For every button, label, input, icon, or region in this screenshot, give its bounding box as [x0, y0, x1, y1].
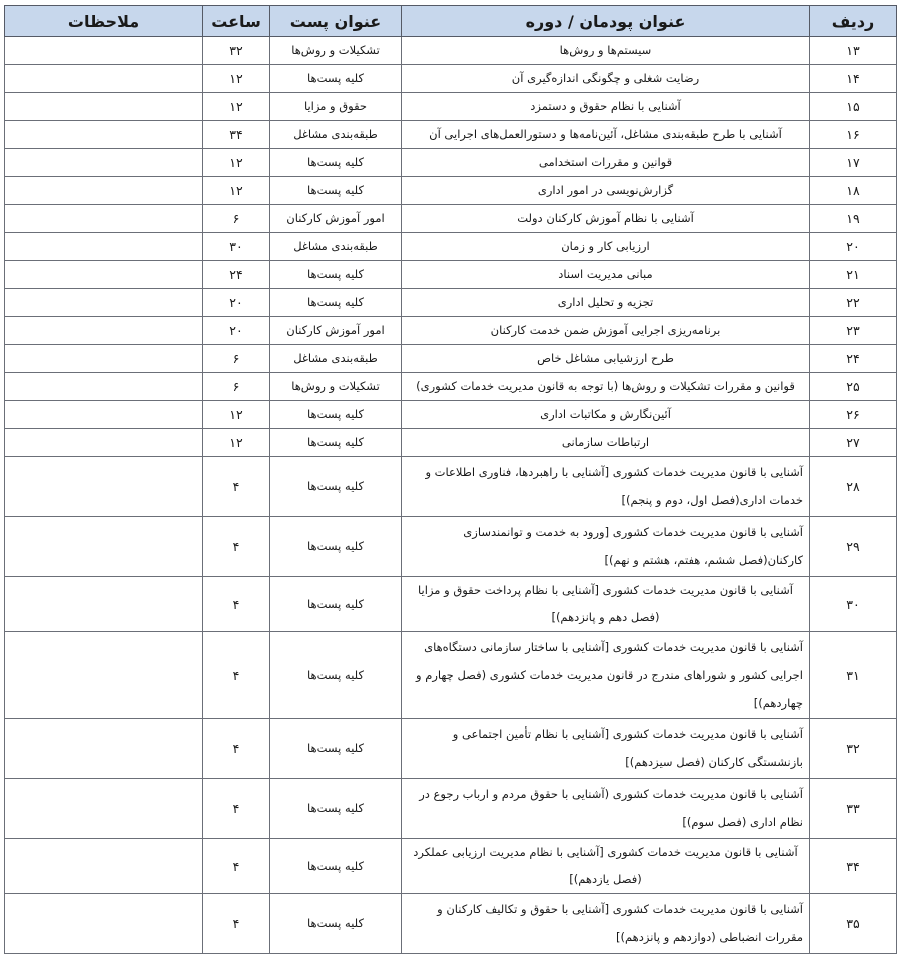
course-table	[4, 5, 897, 954]
row-number-cell: ۲۷	[810, 429, 897, 457]
header-job-title: عنوان پست	[270, 6, 402, 37]
hours-cell: ۲۴	[203, 261, 270, 289]
hours-cell: ۴	[203, 894, 270, 954]
row-number-cell: ۱۵	[810, 93, 897, 121]
header-hours: ساعت	[203, 6, 270, 37]
hours-cell: ۱۲	[203, 429, 270, 457]
job-title-cell: کلیه پست‌ها	[270, 517, 402, 577]
job-title-cell: تشکیلات و روش‌ها	[270, 373, 402, 401]
notes-cell	[5, 205, 203, 233]
course-title-cell: ارتباطات سازمانی	[402, 429, 810, 457]
course-title-cell: آئین‌نگارش و مکاتبات اداری	[402, 401, 810, 429]
course-title-cell: آشنایی با قانون مدیریت خدمات کشوری [آشنایی با راهبردها، فناوری اطلاعات و خدمات اداری(فصل اول، دوم و پنجم)]	[402, 457, 810, 517]
course-title-cell: مبانی مدیریت اسناد	[402, 261, 810, 289]
notes-cell	[5, 401, 203, 429]
hours-cell: ۴	[203, 839, 270, 894]
course-title-cell: آشنایی با طرح طبقه‌بندی مشاغل، آئین‌نامه‌ها و دستورالعمل‌های اجرایی آن	[402, 121, 810, 149]
row-number-cell: ۳۱	[810, 632, 897, 719]
course-title-cell: تجزیه و تحلیل اداری	[402, 289, 810, 317]
job-title-cell: کلیه پست‌ها	[270, 457, 402, 517]
row-number-cell: ۱۹	[810, 205, 897, 233]
table-row	[5, 577, 897, 632]
row-number-cell: ۳۵	[810, 894, 897, 954]
course-title-cell: برنامه‌ریزی اجرایی آموزش ضمن خدمت کارکنان	[402, 317, 810, 345]
course-title-cell: رضایت شغلی و چگونگی اندازه‌گیری آن	[402, 65, 810, 93]
job-title-cell: حقوق و مزایا	[270, 93, 402, 121]
table-row	[5, 121, 897, 149]
table-row	[5, 261, 897, 289]
row-number-cell: ۱۸	[810, 177, 897, 205]
hours-cell: ۴	[203, 779, 270, 839]
row-number-cell: ۲۳	[810, 317, 897, 345]
hours-cell: ۴	[203, 577, 270, 632]
header-notes: ملاحظات	[5, 6, 203, 37]
job-title-cell: طبقه‌بندی مشاغل	[270, 345, 402, 373]
header-course-title: عنوان پودمان / دوره	[402, 6, 810, 37]
hours-cell: ۴	[203, 719, 270, 779]
job-title-cell: کلیه پست‌ها	[270, 261, 402, 289]
job-title-cell: کلیه پست‌ها	[270, 894, 402, 954]
job-title-cell: کلیه پست‌ها	[270, 719, 402, 779]
row-number-cell: ۲۰	[810, 233, 897, 261]
course-title-cell: آشنایی با قانون مدیریت خدمات کشوری [ورود به خدمت و توانمندسازی کارکنان(فصل ششم، هفتم، هشتم و نهم)]	[402, 517, 810, 577]
job-title-cell: کلیه پست‌ها	[270, 839, 402, 894]
course-title-cell: آشنایی با قانون مدیریت خدمات کشوری [آشنایی با حقوق و تکالیف کارکنان و مقررات انضباطی (دوازدهم و پانزدهم)]	[402, 894, 810, 954]
hours-cell: ۶	[203, 205, 270, 233]
course-table-sheet	[4, 5, 896, 954]
course-title-cell: قوانین و مقررات تشکیلات و روش‌ها (با توجه به قانون مدیریت خدمات کشوری)	[402, 373, 810, 401]
course-title-cell: آشنایی با نظام حقوق و دستمزد	[402, 93, 810, 121]
notes-cell	[5, 577, 203, 632]
course-title-cell: آشنایی با قانون مدیریت خدمات کشوری [آشنایی با نظام پرداخت حقوق و مزایا (فصل دهم و پانزدهم)]	[402, 577, 810, 632]
course-title-cell: آشنایی با قانون مدیریت خدمات کشوری (آشنایی با حقوق مردم و ارباب رجوع در نظام اداری (فصل سوم)]	[402, 779, 810, 839]
job-title-cell: طبقه‌بندی مشاغل	[270, 121, 402, 149]
row-number-cell: ۱۴	[810, 65, 897, 93]
job-title-cell: امور آموزش کارکنان	[270, 205, 402, 233]
notes-cell	[5, 261, 203, 289]
notes-cell	[5, 177, 203, 205]
job-title-cell: کلیه پست‌ها	[270, 401, 402, 429]
course-title-cell: آشنایی با قانون مدیریت خدمات کشوری [آشنایی با نظام تأمین اجتماعی و بازنشستگی کارکنان (فصل سیزدهم)]	[402, 719, 810, 779]
notes-cell	[5, 121, 203, 149]
hours-cell: ۶	[203, 345, 270, 373]
job-title-cell: کلیه پست‌ها	[270, 65, 402, 93]
table-row	[5, 401, 897, 429]
job-title-cell: کلیه پست‌ها	[270, 289, 402, 317]
job-title-cell: کلیه پست‌ها	[270, 632, 402, 719]
notes-cell	[5, 719, 203, 779]
course-title-cell: طرح ارزشیابی مشاغل خاص	[402, 345, 810, 373]
course-title-cell: آشنایی با قانون مدیریت خدمات کشوری [آشنایی با نظام مدیریت ارزیابی عملکرد (فصل یازدهم)]	[402, 839, 810, 894]
table-header	[5, 6, 897, 37]
job-title-cell: کلیه پست‌ها	[270, 177, 402, 205]
notes-cell	[5, 457, 203, 517]
table-row	[5, 233, 897, 261]
notes-cell	[5, 37, 203, 65]
job-title-cell: تشکیلات و روش‌ها	[270, 37, 402, 65]
course-title-cell: آشنایی با نظام آموزش کارکنان دولت	[402, 205, 810, 233]
row-number-cell: ۳۴	[810, 839, 897, 894]
table-row	[5, 632, 897, 719]
job-title-cell: کلیه پست‌ها	[270, 779, 402, 839]
row-number-cell: ۲۶	[810, 401, 897, 429]
job-title-cell: امور آموزش کارکنان	[270, 317, 402, 345]
notes-cell	[5, 233, 203, 261]
hours-cell: ۱۲	[203, 149, 270, 177]
job-title-cell: طبقه‌بندی مشاغل	[270, 233, 402, 261]
notes-cell	[5, 839, 203, 894]
job-title-cell: کلیه پست‌ها	[270, 577, 402, 632]
row-number-cell: ۱۳	[810, 37, 897, 65]
table-row	[5, 429, 897, 457]
notes-cell	[5, 517, 203, 577]
course-title-cell: آشنایی با قانون مدیریت خدمات کشوری [آشنایی با ساختار سازمانی دستگاه‌های اجرایی کشور و شوراهای مندرج در قانون مدیریت خدمات کشوری (فصل چهارم و چهاردهم)]	[402, 632, 810, 719]
table-row	[5, 779, 897, 839]
row-number-cell: ۳۰	[810, 577, 897, 632]
table-row	[5, 517, 897, 577]
notes-cell	[5, 93, 203, 121]
table-row	[5, 149, 897, 177]
table-row	[5, 373, 897, 401]
hours-cell: ۲۰	[203, 317, 270, 345]
job-title-cell: کلیه پست‌ها	[270, 149, 402, 177]
notes-cell	[5, 65, 203, 93]
job-title-cell: کلیه پست‌ها	[270, 429, 402, 457]
table-body	[5, 37, 897, 954]
notes-cell	[5, 149, 203, 177]
course-title-cell: ارزیابی کار و زمان	[402, 233, 810, 261]
hours-cell: ۱۲	[203, 93, 270, 121]
table-row	[5, 839, 897, 894]
notes-cell	[5, 894, 203, 954]
hours-cell: ۳۰	[203, 233, 270, 261]
course-title-cell: سیستم‌ها و روش‌ها	[402, 37, 810, 65]
header-row	[5, 6, 897, 37]
table-row	[5, 457, 897, 517]
notes-cell	[5, 632, 203, 719]
notes-cell	[5, 345, 203, 373]
hours-cell: ۴	[203, 457, 270, 517]
hours-cell: ۱۲	[203, 177, 270, 205]
table-row	[5, 93, 897, 121]
row-number-cell: ۲۸	[810, 457, 897, 517]
hours-cell: ۳۴	[203, 121, 270, 149]
hours-cell: ۱۲	[203, 401, 270, 429]
course-title-cell: قوانین و مقررات استخدامی	[402, 149, 810, 177]
table-row	[5, 205, 897, 233]
hours-cell: ۴	[203, 517, 270, 577]
table-row	[5, 289, 897, 317]
row-number-cell: ۲۱	[810, 261, 897, 289]
table-row	[5, 177, 897, 205]
row-number-cell: ۳۳	[810, 779, 897, 839]
row-number-cell: ۲۹	[810, 517, 897, 577]
row-number-cell: ۲۴	[810, 345, 897, 373]
hours-cell: ۳۲	[203, 37, 270, 65]
table-row	[5, 65, 897, 93]
notes-cell	[5, 779, 203, 839]
hours-cell: ۴	[203, 632, 270, 719]
row-number-cell: ۲۲	[810, 289, 897, 317]
notes-cell	[5, 373, 203, 401]
hours-cell: ۲۰	[203, 289, 270, 317]
row-number-cell: ۱۶	[810, 121, 897, 149]
notes-cell	[5, 429, 203, 457]
course-title-cell: گزارش‌نویسی در امور اداری	[402, 177, 810, 205]
table-row	[5, 317, 897, 345]
table-row	[5, 719, 897, 779]
table-row	[5, 37, 897, 65]
row-number-cell: ۲۵	[810, 373, 897, 401]
header-row-number: ردیف	[810, 6, 897, 37]
notes-cell	[5, 289, 203, 317]
hours-cell: ۱۲	[203, 65, 270, 93]
row-number-cell: ۳۲	[810, 719, 897, 779]
table-row	[5, 345, 897, 373]
table-row	[5, 894, 897, 954]
notes-cell	[5, 317, 203, 345]
row-number-cell: ۱۷	[810, 149, 897, 177]
hours-cell: ۶	[203, 373, 270, 401]
